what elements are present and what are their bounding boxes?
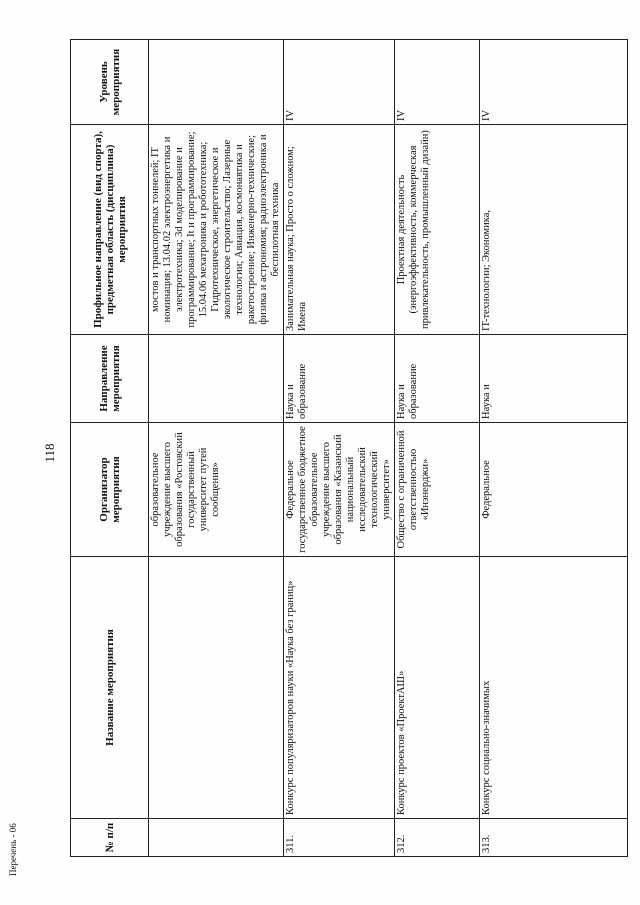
table-row (284, 40, 395, 857)
row-num: 312. (395, 819, 480, 857)
header-organizer: Организатор мероприятия (71, 423, 149, 557)
row-level: IV (395, 40, 480, 125)
header-num: № п/п (71, 819, 149, 857)
row-level (149, 40, 284, 125)
row-direction (149, 335, 284, 423)
table-header-row (71, 40, 149, 857)
row-direction: Наука и (480, 335, 628, 423)
row-organizer: Федеральное государственное бюджетное образовательное учреждение высшего образования «Казанский национальный исследовательский технологический университет» (284, 423, 395, 557)
row-num: 311. (284, 819, 395, 857)
header-level: Уровень мероприятия (71, 40, 149, 125)
row-organizer: Федеральное (480, 423, 628, 557)
row-direction: Наука и образование (395, 335, 480, 423)
page-number: 118 (42, 443, 57, 463)
footer-note: Перечень - 06 (8, 823, 18, 876)
row-organizer: Общество с ограниченной ответственностью «Инэнерджи» (395, 423, 480, 557)
row-num (149, 819, 284, 857)
row-profile: Проектная деятельность (энергоэффективность, коммерческая привлекательность, промышленный дизайн) (395, 125, 480, 335)
header-profile: Профильное направление (вид спорта), предметная область (дисциплина) мероприятия (71, 125, 149, 335)
row-num: 313. (480, 819, 628, 857)
row-name: Конкурс проектов «ПроектАШ» (395, 557, 480, 819)
row-direction: Наука и образование (284, 335, 395, 423)
events-table (70, 39, 628, 857)
row-name: Конкурс популяризаторов науки «Наука без границ» (284, 557, 395, 819)
rotated-table-container (70, 40, 581, 857)
header-name: Название мероприятия (71, 557, 149, 819)
header-direction: Направление мероприятия (71, 335, 149, 423)
row-profile: IT-технологии; Экономика, (480, 125, 628, 335)
table-row (149, 40, 284, 857)
table-row (480, 40, 628, 857)
row-level: IV (284, 40, 395, 125)
row-level: IV (480, 40, 628, 125)
row-profile: мостов и транспортных тоннелей; IT номинация; 13.04.02 электроэнергетика и электротехника; 3d моделирование и программирование; It и программирование; 15.04.06 мехатроника и робототехника; Гидротехническое, энергетическое и экологическое строительство; Лазерные технологии; Авиация, космонавтика и ракетостроение; Инженерно-технические; физика и астрономия; радиоэлектроника и беспилотная техника (149, 125, 284, 335)
row-organizer: образовательное учреждение высшего образования «Ростовский государственный университет путей сообщения» (149, 423, 284, 557)
row-name: Конкурс социально-значимых (480, 557, 628, 819)
table-row (395, 40, 480, 857)
row-name (149, 557, 284, 819)
row-profile: Занимательная наука; Просто о сложном; Имена (284, 125, 395, 335)
